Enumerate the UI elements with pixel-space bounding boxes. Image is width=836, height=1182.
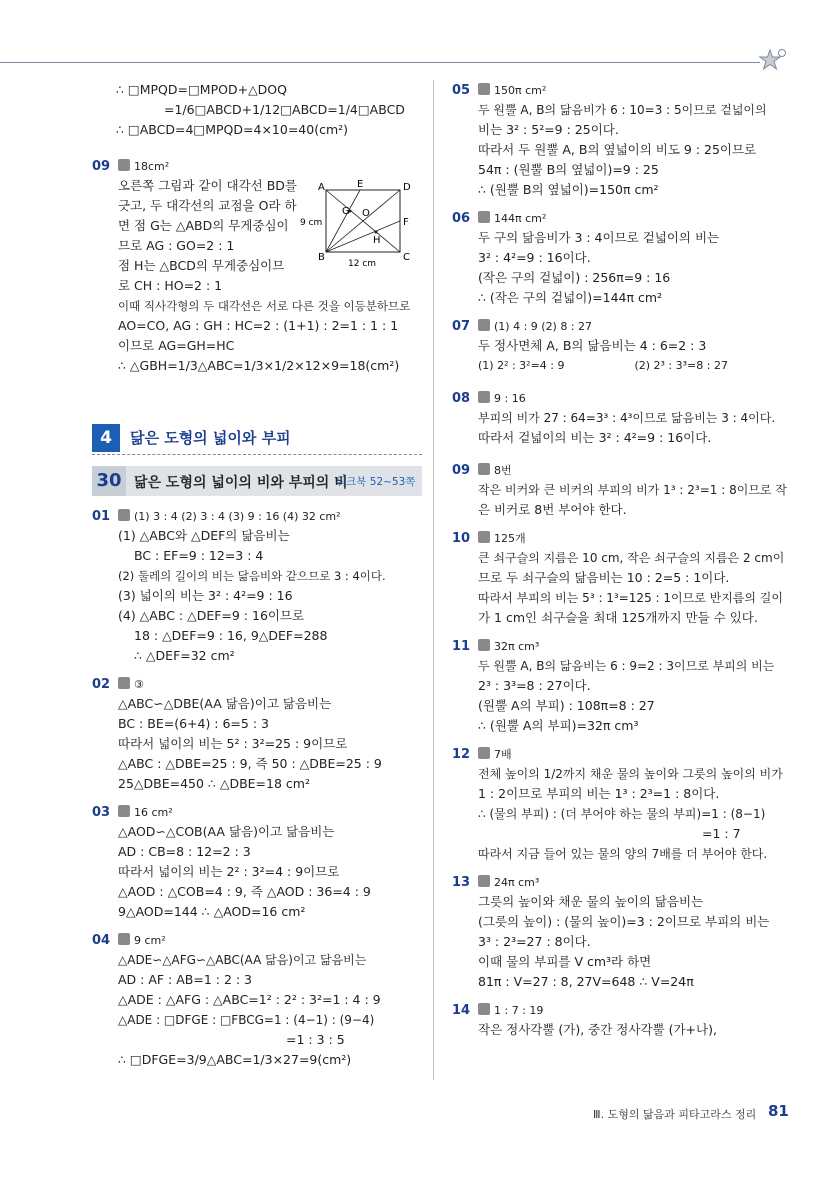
text-line: 따라서 넓이의 비는 5² : 3²=25 : 9이므로 bbox=[118, 736, 348, 751]
question-number: 10 bbox=[452, 531, 471, 546]
text-line: 로 CH : HO=2 : 1 bbox=[118, 278, 223, 293]
answer-mark-icon bbox=[118, 159, 130, 171]
text-line: ∴ □DFGE=3/9△ABC=1/3×27=9(cm²) bbox=[118, 1052, 352, 1067]
question-02 bbox=[92, 674, 422, 794]
answer: 16 cm² bbox=[134, 806, 173, 819]
text-line: △ABC : △DBE=25 : 9, 즉 50 : △DBE=25 : 9 bbox=[118, 756, 382, 771]
text-line: =1 : 7 bbox=[702, 826, 741, 841]
header-rule bbox=[0, 62, 760, 63]
left-lower-column bbox=[92, 506, 422, 1070]
question-number: 09 bbox=[452, 463, 471, 478]
text-line: 2³ : 3³=8 : 27이다. bbox=[478, 678, 591, 693]
text-line: 따라서 두 원뿔 A, B의 옆넓이의 비도 9 : 25이므로 bbox=[478, 142, 757, 157]
figure-label: 9 cm bbox=[300, 218, 323, 228]
text-line: 긋고, 두 대각선의 교점을 O라 하 bbox=[118, 198, 297, 213]
text-line: 이때 직사각형의 두 대각선은 서로 다른 것을 이등분하므로 bbox=[118, 299, 411, 313]
rectangle-figure bbox=[298, 176, 418, 268]
text-line: (작은 구의 겉넓이) : 256π=9 : 16 bbox=[478, 270, 671, 285]
text-line: ∴ (작은 구의 겉넓이)=144π cm² bbox=[478, 290, 663, 305]
answer: 24π cm³ bbox=[494, 876, 540, 889]
question-09-right bbox=[452, 460, 787, 520]
text-line: (2) 둘레의 길이의 비는 닮음비와 같으므로 3 : 4이다. bbox=[118, 569, 386, 583]
text-line: △ADE : △AFG : △ABC=1² : 2² : 3²=1 : 4 : 9 bbox=[118, 992, 381, 1007]
text-line: =1/6□ABCD+1/12□ABCD=1/4□ABCD bbox=[164, 102, 405, 117]
text-line: 3³ : 2³=27 : 8이다. bbox=[478, 934, 591, 949]
figure-label: D bbox=[403, 182, 411, 193]
question-03 bbox=[92, 802, 422, 922]
text-line: 54π : (원뿔 B의 옆넓이)=9 : 25 bbox=[478, 162, 659, 177]
text-line: AD : CB=8 : 12=2 : 3 bbox=[118, 844, 251, 859]
text-line: 큰 쇠구슬의 지름은 10 cm, 작은 쇠구슬의 지름은 2 cm이 bbox=[478, 551, 785, 565]
text-line: 두 정사면체 A, B의 닮음비는 4 : 6=2 : 3 bbox=[478, 338, 707, 353]
text-line: 이므로 AG=GH=HC bbox=[118, 338, 235, 353]
question-11 bbox=[452, 636, 787, 736]
text-line: 이때 물의 부피를 V cm³라 하면 bbox=[478, 954, 652, 969]
text-line: (원뿔 A의 부피) : 108π=8 : 27 bbox=[478, 698, 655, 713]
text-line: BC : BE=(6+4) : 6=5 : 3 bbox=[118, 716, 269, 731]
answer: 9 cm² bbox=[134, 934, 166, 947]
section-number: 4 bbox=[92, 424, 120, 452]
text-line: △ADE : □DFGE : □FBCG=1 : (4−1) : (9−4) bbox=[118, 1013, 375, 1027]
question-13 bbox=[452, 872, 787, 992]
answer: 150π cm² bbox=[494, 84, 547, 97]
question-number: 03 bbox=[92, 805, 111, 820]
answer: 125개 bbox=[494, 532, 526, 545]
text-line: 81π : V=27 : 8, 27V=648 ∴ V=24π bbox=[478, 974, 694, 989]
text-line: ∴ □ABCD=4□MPQD=4×10=40(cm²) bbox=[116, 122, 349, 137]
text-line: 1 : 2이므로 부피의 비는 1³ : 2³=1 : 8이다. bbox=[478, 786, 720, 801]
text-line: △ADE∽△AFG∽△ABC(AA 닮음)이고 닮음비는 bbox=[118, 953, 367, 967]
text-line: 부피의 비가 27 : 64=3³ : 4³이므로 닮음비는 3 : 4이다. bbox=[478, 411, 776, 425]
question-number: 02 bbox=[92, 677, 111, 692]
answer: 1 : 7 : 19 bbox=[494, 1004, 544, 1017]
text-line: △AOD : △COB=4 : 9, 즉 △AOD : 36=4 : 9 bbox=[118, 884, 371, 899]
text-line: 따라서 부피의 비는 5³ : 1³=125 : 1이므로 반지름의 길이 bbox=[478, 591, 783, 605]
answer-mark-icon bbox=[478, 83, 490, 95]
text-line: 따라서 지금 들어 있는 물의 양의 7배를 더 부어야 한다. bbox=[478, 847, 768, 861]
question-number: 11 bbox=[452, 639, 471, 654]
answer-mark-icon bbox=[478, 391, 490, 403]
text-line: 작은 비커와 큰 비커의 부피의 비가 1³ : 2³=1 : 8이므로 작 bbox=[478, 483, 787, 497]
question-number: 06 bbox=[452, 211, 471, 226]
figure-label: 12 cm bbox=[348, 259, 377, 268]
text-line: (4) △ABC : △DEF=9 : 16이므로 bbox=[118, 608, 305, 623]
question-07 bbox=[452, 316, 787, 376]
figure-label: H bbox=[373, 235, 381, 246]
text-line: ∴ (물의 부피) : (더 부어야 하는 물의 부피)=1 : (8−1) bbox=[478, 807, 766, 821]
workbook-ref: 워크북 52~53쪽 bbox=[336, 476, 416, 488]
question-number: 13 bbox=[452, 875, 471, 890]
unit-title: 닮은 도형의 넓이의 비와 부피의 비 bbox=[134, 475, 348, 491]
text-line: ∴ △GBH=1/3△ABC=1/3×1/2×12×9=18(cm²) bbox=[118, 358, 400, 373]
text-line: 은 비커로 8번 부어야 한다. bbox=[478, 502, 627, 517]
answer-mark-icon bbox=[478, 639, 490, 651]
question-number: 01 bbox=[92, 509, 111, 524]
answer-mark-icon bbox=[478, 875, 490, 887]
answer-mark-icon bbox=[118, 677, 130, 689]
right-column bbox=[452, 80, 787, 1040]
answer: 7배 bbox=[494, 748, 512, 761]
text-line: 그릇의 높이와 채운 물의 높이의 닮음비는 bbox=[478, 894, 704, 909]
answer-mark-icon bbox=[478, 531, 490, 543]
text-line: 두 원뿔 A, B의 닮음비가 6 : 10=3 : 5이므로 겉넓이의 bbox=[478, 103, 767, 117]
question-number: 12 bbox=[452, 747, 471, 762]
text-line: AO=CO, AG : GH : HC=2 : (1+1) : 2=1 : 1 : 1 bbox=[118, 318, 399, 333]
text-line: 따라서 넓이의 비는 2² : 3²=4 : 9이므로 bbox=[118, 864, 340, 879]
answer-mark-icon bbox=[478, 1003, 490, 1015]
text-line: 따라서 겉넓이의 비는 3² : 4²=9 : 16이다. bbox=[478, 430, 712, 445]
text-line: 면 점 G는 △ABD의 무게중심이 bbox=[118, 218, 289, 233]
answer: 32π cm³ bbox=[494, 640, 540, 653]
text-line: BC : EF=9 : 12=3 : 4 bbox=[134, 548, 264, 563]
figure-label: G bbox=[342, 206, 350, 217]
text-line: 므로 AG : GO=2 : 1 bbox=[118, 238, 235, 253]
text-line: ∴ □MPQD=□MPOD+△DOQ bbox=[116, 82, 287, 97]
question-14 bbox=[452, 1000, 787, 1040]
footer-chapter: Ⅲ. 도형의 닮음과 피타고라스 정리 bbox=[593, 1108, 757, 1121]
answer: 18cm² bbox=[134, 160, 170, 173]
text-line: (1) △ABC와 △DEF의 닮음비는 bbox=[118, 528, 290, 543]
text-line: 25△DBE=450 ∴ △DBE=18 cm² bbox=[118, 776, 310, 791]
answer: ③ bbox=[134, 678, 144, 691]
question-number: 14 bbox=[452, 1003, 471, 1018]
answer-mark-icon bbox=[478, 211, 490, 223]
question-number: 05 bbox=[452, 83, 471, 98]
unit-30-heading bbox=[92, 466, 422, 496]
answer-mark-icon bbox=[478, 463, 490, 475]
answer-mark-icon bbox=[478, 319, 490, 331]
text-line: =1 : 3 : 5 bbox=[286, 1032, 345, 1047]
text-line: 두 구의 닮음비가 3 : 4이므로 겉넓이의 비는 bbox=[478, 230, 720, 245]
question-number: 09 bbox=[92, 159, 111, 174]
text-line: 므로 두 쇠구슬의 닮음비는 10 : 2=5 : 1이다. bbox=[478, 570, 730, 585]
question-number: 08 bbox=[452, 391, 471, 406]
answer: 9 : 16 bbox=[494, 392, 526, 405]
question-number: 07 bbox=[452, 319, 471, 334]
figure-label: A bbox=[318, 182, 325, 193]
text-line: ∴ (원뿔 B의 옆넓이)=150π cm² bbox=[478, 182, 659, 197]
answer: (1) 3 : 4 (2) 3 : 4 (3) 9 : 16 (4) 32 cm² bbox=[134, 510, 341, 523]
answer: (1) 4 : 9 (2) 8 : 27 bbox=[494, 320, 593, 333]
star-icon bbox=[758, 46, 788, 76]
question-01 bbox=[92, 506, 422, 666]
text-line: ∴ (원뿔 A의 부피)=32π cm³ bbox=[478, 718, 639, 733]
text-line: (3) 넓이의 비는 3² : 4²=9 : 16 bbox=[118, 588, 293, 603]
text-line: (1) 2² : 3²=4 : 9 (2) 2³ : 3³=8 : 27 bbox=[478, 359, 728, 372]
figure-label: E bbox=[357, 179, 364, 190]
section-title: 닮은 도형의 넓이와 부피 bbox=[130, 429, 291, 447]
left-top-block bbox=[92, 80, 422, 140]
text-line: △AOD∽△COB(AA 닮음)이고 닮음비는 bbox=[118, 824, 335, 839]
text-line: (그릇의 높이) : (물의 높이)=3 : 2이므로 부피의 비는 bbox=[478, 914, 770, 929]
text-line: 3² : 4²=9 : 16이다. bbox=[478, 250, 591, 265]
text-line: ∴ △DEF=32 cm² bbox=[134, 648, 235, 663]
text-line: 전체 높이의 1/2까지 채운 물의 높이와 그릇의 높이의 비가 bbox=[478, 767, 783, 781]
question-10 bbox=[452, 528, 787, 628]
text-line: 가 1 cm인 쇠구슬을 최대 125개까지 만들 수 있다. bbox=[478, 610, 758, 625]
answer-mark-icon bbox=[478, 747, 490, 759]
answer-mark-icon bbox=[118, 805, 130, 817]
figure-label: B bbox=[318, 252, 325, 263]
text-line: 18 : △DEF=9 : 16, 9△DEF=288 bbox=[134, 628, 328, 643]
text-line: 점 H는 △BCD의 무게중심이므 bbox=[118, 258, 285, 273]
answer: 144π cm² bbox=[494, 212, 547, 225]
answer: 8번 bbox=[494, 464, 512, 477]
question-06 bbox=[452, 208, 787, 308]
figure-label: C bbox=[403, 252, 410, 263]
figure-label: F bbox=[403, 217, 409, 228]
question-05 bbox=[452, 80, 787, 200]
text-line: 오른쪽 그림과 같이 대각선 BD를 bbox=[118, 178, 297, 193]
section-rule bbox=[92, 454, 422, 455]
question-number: 04 bbox=[92, 933, 111, 948]
answer-mark-icon bbox=[118, 509, 130, 521]
text-line: △ABC∽△DBE(AA 닮음)이고 닮음비는 bbox=[118, 696, 332, 711]
figure-label: O bbox=[362, 208, 370, 219]
section-4-heading bbox=[92, 424, 422, 454]
text-line: 9△AOD=144 ∴ △AOD=16 cm² bbox=[118, 904, 306, 919]
question-12 bbox=[452, 744, 787, 864]
question-08 bbox=[452, 388, 787, 448]
page-number: 81 bbox=[768, 1102, 789, 1120]
answer-mark-icon bbox=[118, 933, 130, 945]
text-line: 작은 정사각뿔 (가), 중간 정사각뿔 (가+나), bbox=[478, 1022, 717, 1037]
text-line: 비는 3² : 5²=9 : 25이다. bbox=[478, 122, 619, 137]
unit-number: 30 bbox=[92, 466, 126, 496]
text-line: AD : AF : AB=1 : 2 : 3 bbox=[118, 972, 253, 987]
question-04 bbox=[92, 930, 422, 1070]
text-line: 두 원뿔 A, B의 닮음비는 6 : 9=2 : 3이므로 부피의 비는 bbox=[478, 659, 775, 673]
column-divider bbox=[433, 80, 434, 1080]
